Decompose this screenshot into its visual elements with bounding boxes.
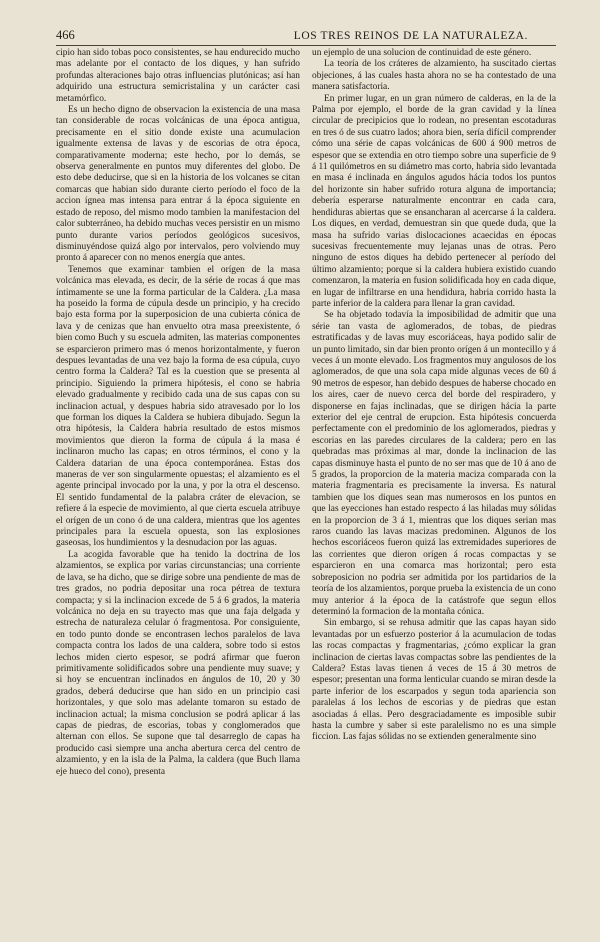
paragraph: Es un hecho digno de observacion la existencia de una masa tan considerable de rocas volcánicas de una época antigua, precisamente en el sitio donde existe una acumulacion igualmente extensa de lavas y de escorias de otra época, comparativamente moderna; este hecho, por lo demás, se observa generalmente en puntos muy diferentes del globo. De esto debe deducirse, que si en la historia de los volcanes se citan comarcas que habian sido durante cierto período el foco de la accion ígnea mas intensa para entrar á la época siguiente en estado de reposo, del mismo modo tambien la manifestacion del calor subterráneo, ha debido muchas veces persistir en un mismo punto durante varios períodos geológicos sucesivos, disminuyéndose quizá algo por intervalos, pero volviendo muy pronto á aparecer con no menos energía que antes. bbox=[56, 105, 300, 264]
paragraph: Se ha objetado todavía la imposibilidad de admitir que una série tan vasta de aglomerados, de tobas, de piedras estratificadas y de lavas muy escoriáceas, haya podido salir de un punto limitado, sin dar bien pronto orígen á un montecillo y á veces á un monte elevado. Los fragmentos muy angulosos de los aglomerados, de que una sola capa mide algunas veces de 60 á 90 metros de espesor, han debido despues de haberse chocado en los aires, caer de nuevo cerca del borde del respiradero, y disponerse en fajas inclinadas, que se dirigen hácia la parte exterior del eje central de erupcion. Esta hipótesis concuerda perfectamente con el predominio de los aglomerados, piedras y escorias en las paredes circulares de la caldera; pero en las quebradas mas próximas al mar, donde la inclinacion de las capas disminuye hasta el punto de no ser mas que de 10 á ano de 5 grados, la proporcion de la materia maciza comparada con la materia fragmentaria es precisamente la inversa. Es natural tambien que los diques sean mas numerosos en los puntos en que las eyecciones han estado respecto á las hiladas muy sólidas en la proporcion de 3 á 1, mientras que los diques serian mas raros cuando las lavas macizas predominen. Algunos de los hechos escoriáceos fueron quizá las extremidades superiores de las corrientes que dieron orígen á rocas compactas y se esparcieron en una comarca mas horizontal; pero esta sobreposicion no podria ser admitida por los partidarios de la teoría de los alzamientos, porque prueba la existencia de un cono muy anterior á la época de la catástrofe que segun ellos determinó la formacion de la montaña cónica. bbox=[312, 310, 556, 617]
paragraph: Tenemos que examinar tambien el orígen de la masa volcánica mas elevada, es decir, de la série de rocas á que mas íntimamente se une la forma particular de la Caldera. ¿La masa ha poseido la forma de cúpula desde un principio, y ha crecido bajo esta forma por la superposicion de una cubierta cónica de lava y de cenizas que han envuelto otra masa preexistente, ó bien como Buch y su escuela admiten, las materias componentes se esparcieron primero mas ó menos horizontalmente, y fueron despues levantadas de una vez bajo la forma de esa cúpula, cuyo centro forma la Caldera? Tal es la cuestion que se presenta al principio. Siguiendo la primera hipótesis, el cono se habria elevado gradualmente y recibido cada una de sus capas con su inclinacion actual, y despues habria sido atravesado por lo los que forman los diques la Caldera se hubiera dibujado. Segun la otra hipótesis, la Caldera habria resultado de estos mismos movimientos que dieron la forma de cúpula á la masa é inclinaron mucho las capas; en otros términos, el cono y la Caldera datarian de una época contemporánea. Estas dos maneras de ver son singularmente opuestas; el alzamiento es el agente principal invocado por la una, y por la otra el descenso. El sentido fundamental de la palabra cráter de elevacion, se refiere á la especie de movimiento, al que cierta escuela atribuye el orígen de un cono ó de una caldera, mientras que los agentes principales para la escuela opuesta, son las explosiones gaseosas, los hundimientos y la desnudacion por las aguas. bbox=[56, 264, 300, 549]
paragraph: cipio han sido tobas poco consistentes, se hau endurecido mucho mas adelante por el contacto de los diques, y han sufrido profundas alteraciones bajo otras influencias plutónicas; así han adquirido una estructura semicristalina y un carácter casi metamórfico. bbox=[56, 48, 300, 104]
page-header bbox=[56, 28, 556, 46]
paragraph: un ejemplo de una solucion de continuidad de este género. bbox=[312, 48, 532, 58]
page-number: 466 bbox=[56, 28, 75, 42]
paragraph: Sin embargo, si se rehusa admitir que las capas hayan sido levantadas por un esfuerzo posterior á la acumulacion de todas las rocas compactas y fragmentarias, ¿cómo explicar la gran inclinacion de ciertas lavas compactas sobre las pendientes de la Caldera? Estas lavas tienen á veces de 15 á 30 metros de espesor; presentan una forma lenticular cuando se miran desde la parte inferior de los escarpados y segun toda apariencia son paralelas á los lechos de escorias y de piedras que estan asociadas á ellas. Pero desgraciadamente es imposible subir hasta la cumbre y saber si este paralelismo no es una simple ficcion. Las fajas sólidas no se extienden generalmente sino bbox=[312, 618, 556, 743]
paragraph: La acogida favorable que ha tenido la doctrina de los alzamientos, se explica por varias circunstancias; una corriente de lava, se ha dicho, que se dirige sobre una pendiente de mas de tres grados, no podria depositar una roca pétrea de textura compacta; y si la inclinacion excede de 5 á 6 grados, la materia volcánica no deja en su trayecto mas que una faja delgada y estrecha de naturaleza celular ó fragmentosa. Por consiguiente, en todo punto donde se encontrasen lechos paralelos de lava compacta contra los lados de una caldera, sobre todo si estos lechos miden cierto espesor, se podrá afirmar que fueron primitivamente solidificados sobre una pendiente muy suave; y si hoy se encuentran inclinados en ángulos de 10, 20 y 30 grados, deberá deducirse que han sido en un principio casi horizontales, y que solo mas adelante tomaron su estado de inclinacion actual; la misma conclusion se podrá aplicar á las capas de piedras, de escorias, tobas y conglomerados que alternan con ellos. Se supone que tal desarreglo de capas ha producido casi siempre una ancha abertura cerca del centro de alzamiento, y en la isla de la Palma, la caldera (que Buch llama eje hueco del cono), presenta bbox=[56, 549, 300, 777]
right-column bbox=[312, 48, 556, 918]
paragraph: La teoría de los cráteres de alzamiento, ha suscitado ciertas objeciones, á las cuales hasta ahora no se ha contestado de una manera satisfactoria. bbox=[312, 59, 556, 93]
header-rule bbox=[56, 45, 556, 46]
paragraph: En primer lugar, en un gran número de calderas, en la de la Palma por ejemplo, el borde de la gran cavidad y la línea circular de precipicios que lo rodean, no presentan escotaduras en tres ó de sus cuatro lados; ahora bien, sería difícil comprender cómo una série de capas volcánicas de 600 á 900 metros de espesor que se extendia en otro tiempo sobre una superficie de 9 á 11 quilómetros en su diámetro mas corto, habria sido levantada en masa é inclinada en ángulos agudos hácia todos los puntos del horizonte sin haber sufrido rotura alguna de importancia; debería esperarse naturalmente encontrar en cada cara, hendiduras abiertas que se ensancharan al acercarse á la caldera. Los diques, en verdad, demuestran sin que quede duda, que la masa ha sufrido varias dislocaciones acaecidas en épocas sucesivas frecuentemente muy lejanas unas de otras. Pero ninguno de estos diques ha debido pertenecer al período del último alzamiento; porque si la caldera hubiera existido cuando comenzaron, la materia en fusion solidificada hoy en cada dique, en lugar de infiltrarse en una hendidura, habria corrido hasta la parte inferior de la caldera para llenar la gran cavidad. bbox=[312, 93, 556, 309]
running-title: LOS TRES REINOS DE LA NATURALEZA. bbox=[293, 30, 528, 42]
left-column bbox=[56, 48, 300, 918]
